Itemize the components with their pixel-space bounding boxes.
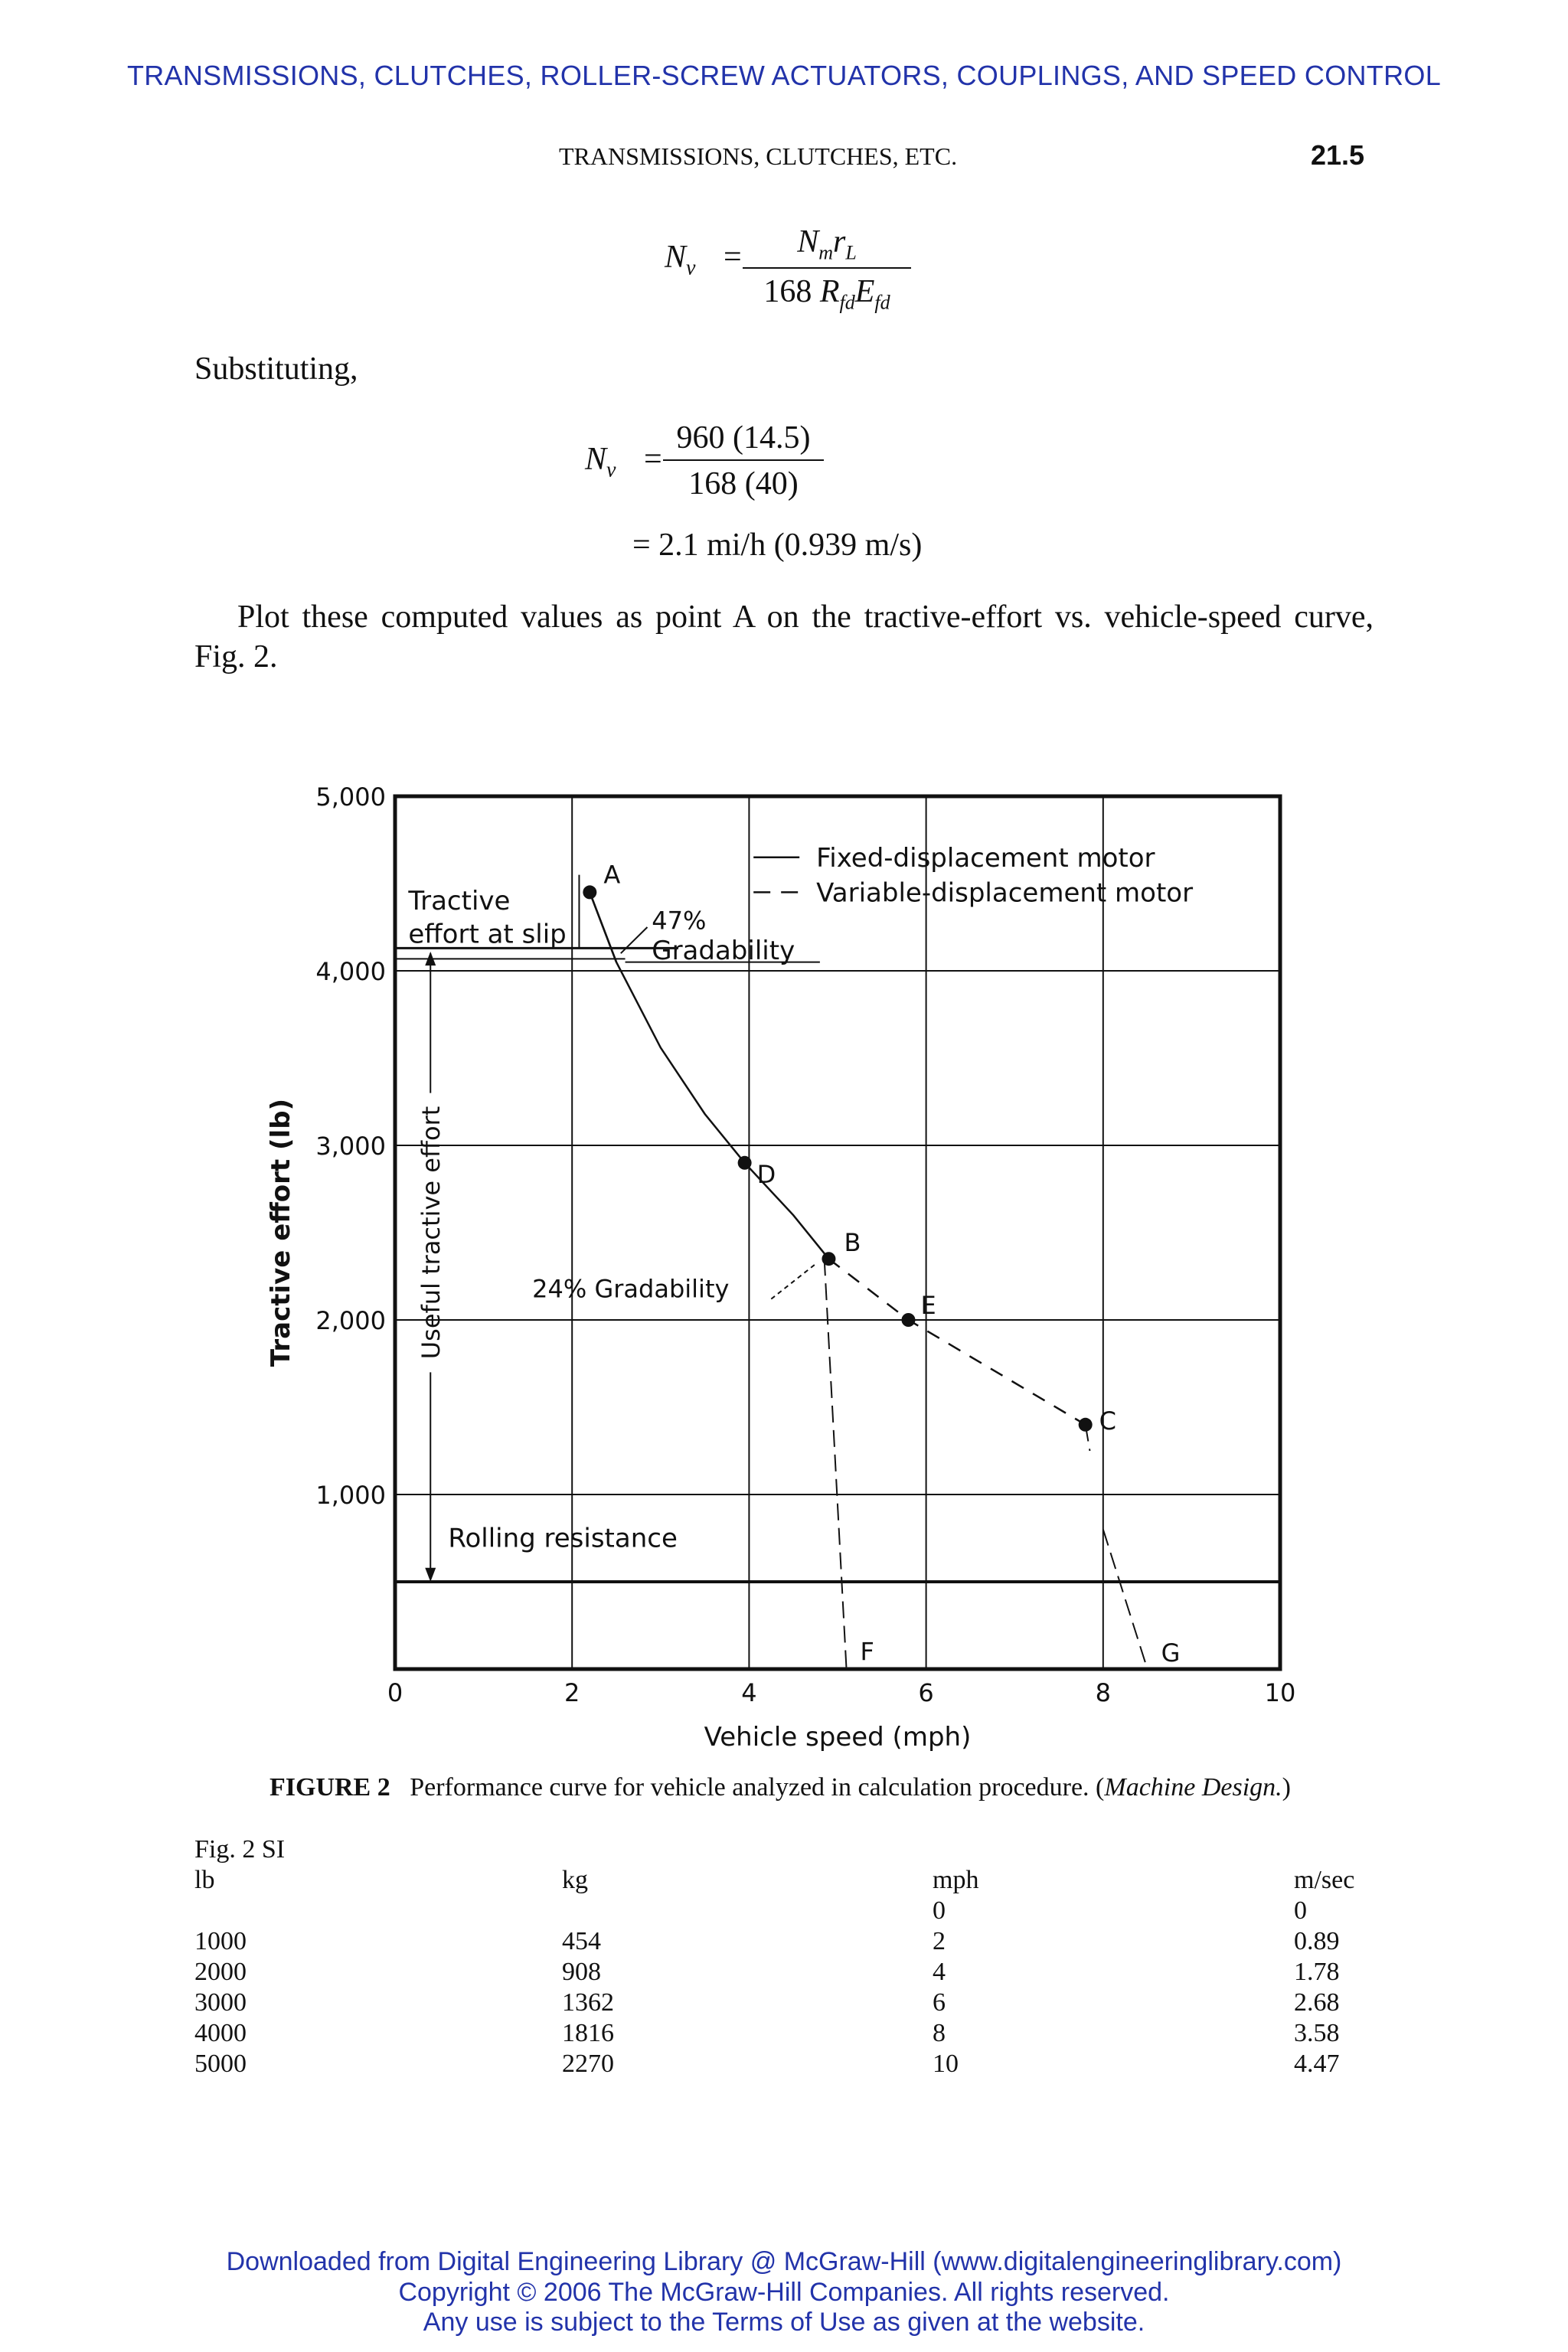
gradability-24-label: 24% Gradability [532,1274,730,1304]
si-table-cell: 2.68 [1294,1988,1340,2017]
variable-displacement-curve [828,1259,1085,1425]
si-table-cell: 3.58 [1294,2019,1340,2047]
si-table-cell: 1816 [562,2019,614,2047]
x-tick-label: 10 [1264,1678,1296,1707]
si-table-cell: 4.47 [1294,2050,1340,2078]
equation-3: = 2.1 mi/h (0.939 m/s) [632,528,923,563]
si-table-cell: 6 [933,1988,946,2017]
caption-end: ) [1282,1773,1291,1802]
substituting-text: Substituting, [194,351,358,387]
eq1-op: = [723,240,742,275]
y-tick-label: 1,000 [315,1481,386,1510]
footer-line-1: Downloaded from Digital Engineering Library @ McGraw-Hill (www.digitalengineeringlibrary.com) [226,2247,1342,2276]
si-table-cell: 0.89 [1294,1927,1340,1955]
gradability-47-pointer [621,927,648,953]
si-table-title: Fig. 2 SI [194,1835,286,1864]
point-d [738,1156,752,1170]
eq2-lhs: $N_v$ [585,442,616,482]
eq1-numerator: $N_mr_L$ [743,224,911,269]
page-number: 21.5 [1311,139,1365,171]
si-table-cell: 1000 [194,1927,247,1955]
si-table-cell: 454 [562,1927,601,1955]
legend-entry-fixed: Fixed-displacement motor [816,842,1155,874]
y-axis-label: Tractive effort (lb) [266,1098,296,1367]
point-label-b: B [844,1228,861,1258]
tractive-label-line1: Tractive [408,886,511,917]
si-table [194,1835,1419,2110]
useful-effort-label: Useful tractive effort [416,1106,446,1360]
y-tick-label: 2,000 [315,1306,386,1335]
si-table-cell: 8 [933,2019,946,2047]
point-c [1079,1418,1093,1432]
arrowhead-down [425,1568,436,1582]
y-tick-label: 3,000 [315,1132,386,1161]
gradability-47-label: Gradability [652,936,795,967]
curve-connector [590,892,616,962]
x-axis-label: Vehicle speed (mph) [704,1722,972,1753]
point-label-d: D [756,1159,776,1189]
si-table-cell: 0 [933,1896,946,1925]
y-tick-label: 4,000 [315,957,386,986]
si-table-cell: 2000 [194,1958,247,1986]
si-table-cell: 4000 [194,2019,247,2047]
si-table-cell: 5000 [194,2050,247,2078]
caption-text: Performance curve for vehicle analyzed in calculation procedure. ( [410,1773,1105,1802]
figure-caption [270,1772,1295,1804]
book-banner: TRANSMISSIONS, CLUTCHES, ROLLER-SCREW ACTUATORS, COUPLINGS, AND SPEED CONTROL [126,60,1442,91]
x-tick-label: 0 [387,1678,403,1707]
x-tick-label: 8 [1095,1678,1111,1707]
point-label-g: G [1161,1638,1181,1668]
si-table-cell: 1362 [562,1988,614,2017]
si-table-cell: 1.78 [1294,1958,1340,1986]
si-table-header: kg [562,1866,588,1894]
point-a [583,885,596,899]
si-table-cell: 3000 [194,1988,247,2017]
legend-entry-variable: Variable-displacement motor [816,877,1194,909]
y-tick-label: 5,000 [315,782,386,812]
si-table-cell: 2270 [562,2050,614,2078]
si-table-header: lb [194,1866,215,1894]
footer-line-3: Any use is subject to the Terms of Use as given at the website. [423,2308,1145,2337]
si-table-cell: 0 [1294,1896,1307,1925]
caption-source: Machine Design. [1104,1773,1282,1802]
point-e [901,1313,915,1327]
running-head: TRANSMISSIONS, CLUTCHES, ETC. [559,142,958,170]
point-label-e: E [920,1291,936,1320]
eq2-op: = [643,442,662,477]
figure-label: FIGURE 2 [270,1773,390,1802]
eq2-numerator: 960 (14.5) [663,420,824,461]
point-label-f: F [860,1637,874,1666]
si-table-header: mph [933,1866,979,1894]
eq1-denominator: 168 $R_{fd}E_{fd}$ [763,274,890,314]
drop-line [1103,1530,1148,1669]
si-table-cell: 908 [562,1958,601,1986]
tractive-label-line2: effort at slip [408,919,567,950]
point-label-c: C [1099,1406,1117,1436]
eq1-lhs: $N_v$ [665,240,696,280]
si-table-cell: 2 [933,1927,946,1955]
point-b [822,1252,835,1266]
si-table-header: m/sec [1294,1866,1355,1894]
x-tick-label: 2 [564,1678,580,1707]
x-tick-label: 4 [741,1678,757,1707]
body-paragraph: Plot these computed values as point A on the tractive-effort vs. vehicle-speed curve, Fig. 2. [194,599,1374,675]
si-table-cell: 4 [933,1958,946,1986]
rolling-resistance-label: Rolling resistance [448,1523,678,1554]
eq2-denominator: 168 (40) [688,466,799,501]
footer-line-2: Copyright © 2006 The McGraw-Hill Companies. All rights reserved. [398,2278,1170,2307]
point-label-a: A [603,860,621,890]
gradability-47-percent: 47% [652,906,707,936]
si-table-cell: 10 [933,2050,959,2078]
x-tick-label: 6 [918,1678,934,1707]
gradability-24-pointer [771,1264,815,1299]
